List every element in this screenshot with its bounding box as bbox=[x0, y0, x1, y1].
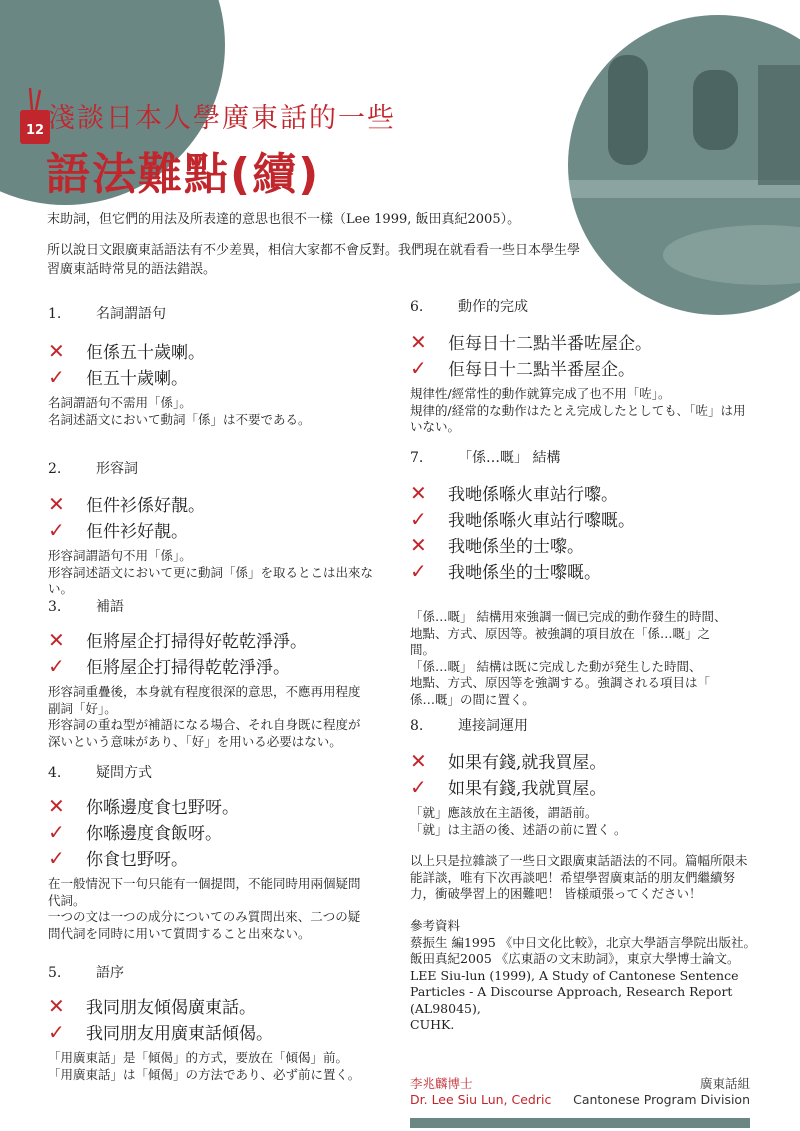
check-icon: ✓ bbox=[410, 507, 427, 531]
example-correct: ✓ 我哋係喺火車站行嚟嘅。 bbox=[410, 507, 635, 531]
footer-bar bbox=[410, 1118, 750, 1128]
note-line: 名詞述語文において動詞「係」は不要である。 bbox=[48, 411, 311, 427]
intro-paragraph-2: 所以說日文跟廣東話語法有不少差異，相信大家都不會反對。我們現在就看看一些日本學生學習廣東話時常見的語法錯誤。 bbox=[47, 243, 581, 277]
cross-icon: ✕ bbox=[410, 330, 427, 354]
closing-paragraph: 以上只是拉雜談了一些日文跟廣東話語法的不同。篇幅所限未 能詳談，唯有下次再談吧！希望學習廣東話的朋友們繼續努 力，衝破學習上的困難吧！ 皆様頑張ってください！ bbox=[410, 853, 748, 901]
cross-icon: ✕ bbox=[48, 794, 65, 818]
note-line: 問代詞を同時に用いて質問すること出來ない。 bbox=[48, 925, 311, 941]
check-icon: ✓ bbox=[410, 356, 427, 380]
example-correct: ✓ 我同朋友用廣東話傾偈。 bbox=[48, 1020, 273, 1044]
note-line: 名詞謂語句不需用「係」。 bbox=[48, 395, 192, 410]
cross-icon: ✕ bbox=[48, 339, 65, 363]
note-line: 一つの文は一つの成分についてのみ質問出來、二つの疑 bbox=[48, 909, 361, 924]
check-icon: ✓ bbox=[48, 1020, 65, 1044]
photo-table-top bbox=[663, 225, 800, 285]
section-5 bbox=[48, 962, 388, 1083]
note-line: 「用廣東話」は「傾偈」の方法であり、必ず前に置く。 bbox=[48, 1066, 361, 1082]
reference-line: 蔡振生 編1995 《中日文化比較》，北京大學語言學院出版社。 bbox=[410, 934, 757, 950]
section-8 bbox=[410, 715, 780, 838]
check-icon: ✓ bbox=[410, 775, 427, 799]
note-line: 「就」應該放在主語後，謂語前。 bbox=[410, 805, 598, 820]
example-wrong: ✕ 我哋係坐的士嚟。 bbox=[410, 533, 584, 557]
note-line: 形容詞重疊後，本身就有程度很深的意思，不應再用程度 bbox=[48, 684, 361, 699]
note-line: 「就」は主語の後、述語の前に置く 。 bbox=[410, 821, 627, 837]
photo-circle bbox=[568, 15, 800, 315]
example-wrong: ✕ 我同朋友傾偈廣東話。 bbox=[48, 994, 256, 1018]
note-line: 地點、方式、原因等。被強調的項目放在「係…嘅」之 bbox=[410, 625, 711, 641]
example-correct: ✓ 佢五十歲喇。 bbox=[48, 365, 188, 389]
references-heading: 參考資料 bbox=[410, 918, 461, 933]
badge-number: 12 bbox=[25, 123, 45, 138]
note-line: 規律性/經常性的動作就算完成了也不用「咗」。 bbox=[410, 386, 671, 401]
photo-shelf bbox=[758, 65, 800, 185]
note-line: 「用廣東話」是「傾偈」的方式，要放在「傾偈」前。 bbox=[48, 1050, 349, 1065]
example-wrong: ✕ 我哋係喺火車站行嚟。 bbox=[410, 481, 618, 505]
example-wrong: ✕ 佢件衫係好靚。 bbox=[48, 492, 205, 516]
section-heading: 5. 語序 bbox=[48, 965, 124, 981]
cross-icon: ✕ bbox=[48, 492, 65, 516]
example-correct: ✓ 你喺邊度食飯呀。 bbox=[48, 820, 222, 844]
photo-figure-left bbox=[608, 55, 648, 165]
note-line: 「係…嘅」 結構は既に完成した動が発生した時間、 bbox=[410, 658, 702, 674]
cross-icon: ✕ bbox=[48, 994, 65, 1018]
example-wrong: ✕ 佢每日十二點半番咗屋企。 bbox=[410, 330, 652, 354]
division-zh: 廣東話組 bbox=[699, 1076, 750, 1091]
reference-line: 飯田真紀2005 《広東語の文末助詞》，東京大學博士論文。 bbox=[410, 951, 740, 966]
check-icon: ✓ bbox=[48, 518, 65, 542]
example-correct: ✓ 如果有錢,我就買屋。 bbox=[410, 775, 607, 799]
section-heading: 4. 疑問方式 bbox=[48, 765, 152, 781]
note-line: 形容詞謂語句不用「係」。 bbox=[48, 548, 192, 563]
section-2 bbox=[48, 458, 388, 598]
title-line-1: 淺談日本人學廣東話的一些 bbox=[48, 103, 396, 134]
photo-figure-right bbox=[693, 70, 738, 150]
section-heading: 3. 補語 bbox=[48, 599, 124, 615]
cross-icon: ✕ bbox=[410, 533, 427, 557]
intro-paragraph-1: 末助詞，但它們的用法及所表達的意思也很不一樣（Lee 1999, 飯田真紀2005）。 bbox=[47, 212, 521, 227]
section-3 bbox=[48, 596, 388, 750]
author-name-zh: 李兆麟博士 bbox=[410, 1076, 473, 1091]
note-line: 規律的/経常的な動作はたとえ完成したとしても､「咗」は用 bbox=[410, 402, 746, 418]
note-line: 在一般情況下一句只能有一個提問，不能同時用兩個疑問 bbox=[48, 876, 361, 891]
section-7 bbox=[410, 447, 780, 708]
note-line: いない。 bbox=[410, 419, 461, 434]
title-line-2: 語法難點(續) bbox=[46, 149, 321, 200]
section-heading: 7. 「係…嘅」 結構 bbox=[410, 450, 561, 466]
section-heading: 1. 名詞謂語句 bbox=[48, 306, 166, 322]
section-heading: 8. 連接詞運用 bbox=[410, 718, 528, 734]
author-name-en: Dr. Lee Siu Lun, Cedric bbox=[410, 1092, 552, 1107]
check-icon: ✓ bbox=[410, 559, 427, 583]
example-wrong: ✕ 如果有錢,就我買屋。 bbox=[410, 749, 607, 773]
note-line: 係…嘅」の間に置く。 bbox=[410, 691, 535, 707]
note-line: 間。 bbox=[410, 642, 436, 657]
section-4 bbox=[48, 762, 388, 942]
reference-line: LEE Siu-lun (1999), A Study of Cantonese Sentence bbox=[410, 967, 739, 983]
note-line: 深いという意味があり、「好」を用いる必要はない。 bbox=[48, 733, 342, 749]
check-icon: ✓ bbox=[48, 846, 65, 870]
note-line: 形容詞述語文において更に動詞「係」を取るとこは出來ない。 bbox=[48, 564, 374, 596]
example-correct: ✓ 佢每日十二點半番屋企。 bbox=[410, 356, 635, 380]
reference-line: Particles - A Discourse Approach, Research Report (AL98045), bbox=[410, 984, 733, 1016]
section-heading: 2. 形容詞 bbox=[48, 461, 138, 477]
section-1 bbox=[48, 303, 388, 428]
check-icon: ✓ bbox=[48, 820, 65, 844]
reference-line: CUHK. bbox=[410, 1017, 455, 1032]
example-correct: ✓ 你食乜野呀。 bbox=[48, 846, 188, 870]
note-line: 地點、方式、原因等を強調する。強調される項目は「 bbox=[410, 675, 711, 690]
check-icon: ✓ bbox=[48, 365, 65, 389]
references bbox=[410, 918, 780, 1034]
note-line: 「係…嘅」 結構用來強調一個已完成的動作發生的時間、 bbox=[410, 609, 727, 624]
example-correct: ✓ 佢將屋企打掃得乾乾淨淨。 bbox=[48, 654, 290, 678]
cross-icon: ✕ bbox=[410, 481, 427, 505]
example-correct: ✓ 我哋係坐的士嚟嘅。 bbox=[410, 559, 601, 583]
section-heading: 6. 動作的完成 bbox=[410, 299, 528, 315]
example-correct: ✓ 佢件衫好靚。 bbox=[48, 518, 188, 542]
section-6 bbox=[410, 296, 780, 436]
check-icon: ✓ bbox=[48, 654, 65, 678]
example-wrong: ✕ 你喺邊度食乜野呀。 bbox=[48, 794, 239, 818]
cross-icon: ✕ bbox=[48, 628, 65, 652]
example-wrong: ✕ 佢係五十歲喇。 bbox=[48, 339, 205, 363]
example-wrong: ✕ 佢將屋企打掃得好乾乾淨淨。 bbox=[48, 628, 307, 652]
note-line: 代詞。 bbox=[48, 892, 86, 908]
division-en: Cantonese Program Division bbox=[573, 1092, 750, 1107]
cross-icon: ✕ bbox=[410, 749, 427, 773]
note-line: 形容詞の重ね型が補語になる場合、それ自身既に程度が bbox=[48, 717, 361, 732]
note-line: 副詞「好」。 bbox=[48, 700, 117, 716]
